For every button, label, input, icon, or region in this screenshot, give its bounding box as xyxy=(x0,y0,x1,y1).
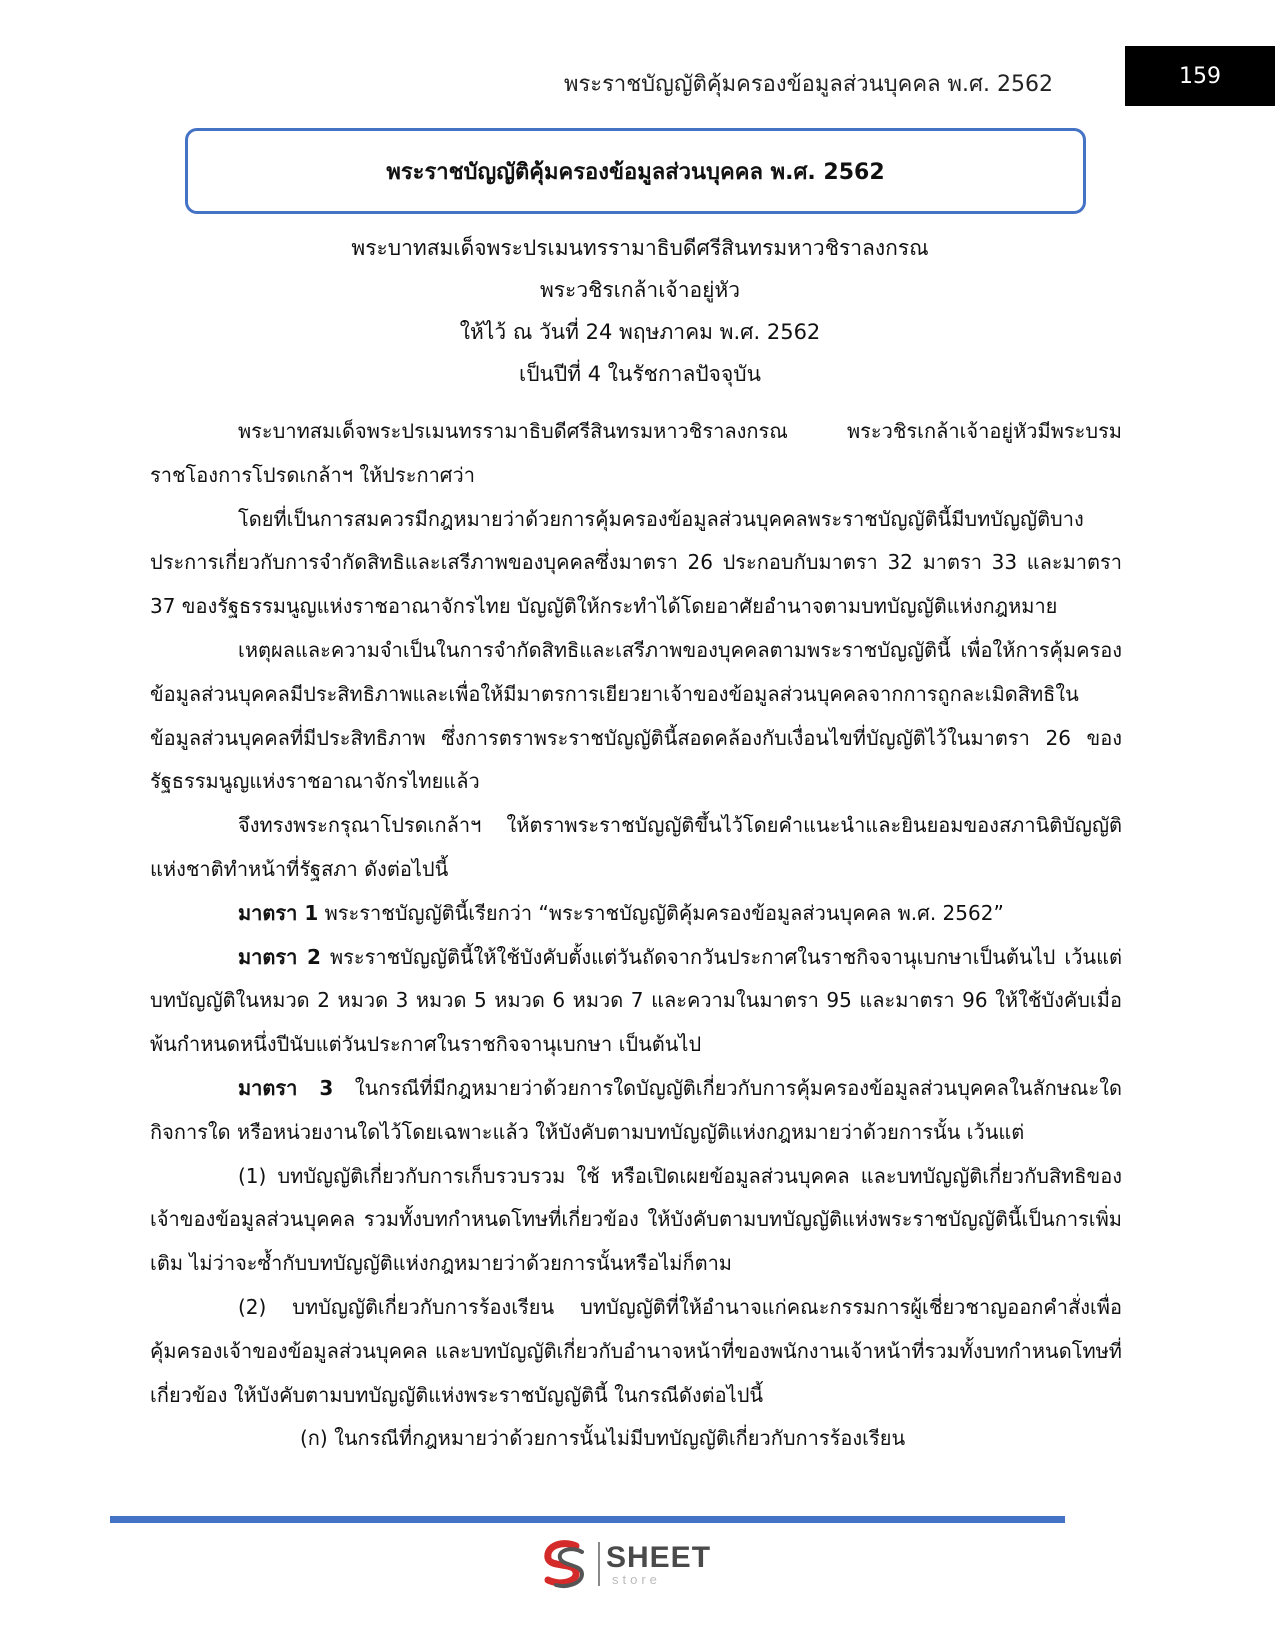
section-1-label: มาตรา 1 xyxy=(238,900,319,925)
logo-wordmark xyxy=(606,1540,712,1587)
document-title: พระราชบัญญัติคุ้มครองข้อมูลส่วนบุคคล พ.ศ. 2562 xyxy=(386,159,885,185)
footer-rule xyxy=(110,1516,1065,1523)
logo-sheet-text: SHEET xyxy=(606,1540,712,1574)
page-number-box xyxy=(1125,46,1275,106)
document-body xyxy=(150,410,1122,1461)
royal-name-line: พระบาทสมเด็จพระปรเมนทรรามาธิบดีศรีสินทรมหาวชิราลงกรณ xyxy=(351,236,929,260)
given-date-line: ให้ไว้ ณ วันที่ 24 พฤษภาคม พ.ศ. 2562 xyxy=(459,320,821,344)
royal-title-line: พระวชิรเกล้าเจ้าอยู่หัว xyxy=(539,278,741,302)
subclause-a: (ก) ในกรณีที่กฎหมายว่าด้วยการนั้นไม่มีบทบัญญัติเกี่ยวกับการร้องเรียน xyxy=(300,1426,906,1451)
logo-separator xyxy=(598,1542,600,1586)
running-header-title: พระราชบัญญัติคุ้มครองข้อมูลส่วนบุคคล พ.ศ. 2562 xyxy=(563,72,1053,97)
section-2-label: มาตรา 2 xyxy=(238,944,321,969)
clause-2: (2) บทบัญญัติเกี่ยวกับการร้องเรียน บทบัญญัติที่ให้อำนาจแก่คณะกรรมการผู้เชี่ยวชาญออกคำสั่งเพื่อคุ้มครองเจ้าของข้อมูลส่วนบุคคล และบทบัญญัติเกี่ยวกับอำนาจหน้าที่ของพนักงานเจ้าหน้าที่รวมทั้งบทกำหนดโทษที่เกี่ยวข้อง ให้บังคับตามบทบัญญัติแห่งพระราชบัญญัตินี้ ในกรณีดังต่อไปนี้ xyxy=(150,1294,1122,1407)
paragraph-reasons: เหตุผลและความจำเป็นในการจำกัดสิทธิและเสรีภาพของบุคคลตามพระราชบัญญัตินี้ เพื่อให้การคุ้มครองข้อมูลส่วนบุคคลมีประสิทธิภาพและเพื่อให้มีมาตรการเยียวยาเจ้าของข้อมูลส่วนบุคคลจากการถูกละเมิดสิทธิในข้อมูลส่วนบุคคลที่มีประสิทธิภาพ ซึ่งการตราพระราชบัญญัตินี้สอดคล้องกับเงื่อนไขที่บัญญัติไว้ในมาตรา 26 ของรัฐธรรมนูญแห่งราชอาณาจักรไทยแล้ว xyxy=(150,637,1122,794)
paragraph-enactment: จึงทรงพระกรุณาโปรดเกล้าฯ ให้ตราพระราชบัญญัติขึ้นไว้โดยคำแนะนำและยินยอมของสภานิติบัญญัติแห่งชาติทำหน้าที่รัฐสภา ดังต่อไปนี้ xyxy=(150,813,1122,881)
paragraph-whereas: โดยที่เป็นการสมควรมีกฎหมายว่าด้วยการคุ้มครองข้อมูลส่วนบุคคลพระราชบัญญัตินี้มีบทบัญญัติบางประการเกี่ยวกับการจำกัดสิทธิและเสรีภาพของบุคคลซึ่งมาตรา 26 ประกอบกับมาตรา 32 มาตรา 33 และมาตรา 37 ของรัฐธรรมนูญแห่งราชอาณาจักรไทย บัญญัติให้กระทำได้โดยอาศัยอำนาจตามบทบัญญัติแห่งกฎหมาย xyxy=(150,506,1122,619)
paragraph-proclamation: พระบาทสมเด็จพระปรเมนทรรามาธิบดีศรีสินทรมหาวชิราลงกรณ พระวชิรเกล้าเจ้าอยู่หัวมีพระบรมราชโองการโปรดเกล้าฯ ให้ประกาศว่า xyxy=(150,419,1122,487)
section-3-label: มาตรา 3 xyxy=(238,1075,334,1100)
document-title-box xyxy=(185,128,1086,214)
page-number: 159 xyxy=(1179,63,1221,89)
clause-1: (1) บทบัญญัติเกี่ยวกับการเก็บรวบรวม ใช้ หรือเปิดเผยข้อมูลส่วนบุคคล และบทบัญญัติเกี่ยวกับสิทธิของเจ้าของข้อมูลส่วนบุคคล รวมทั้งบทกำหนดโทษที่เกี่ยวข้อง ให้บังคับตามบทบัญญัติแห่งพระราชบัญญัตินี้เป็นการเพิ่มเติม ไม่ว่าจะซ้ำกับบทบัญญัติแห่งกฎหมายว่าด้วยการนั้นหรือไม่ก็ตาม xyxy=(150,1163,1122,1276)
sheet-logo-icon xyxy=(538,1538,590,1590)
section-3: มาตรา 3 ในกรณีที่มีกฎหมายว่าด้วยการใดบัญญัติเกี่ยวกับการคุ้มครองข้อมูลส่วนบุคคลในลักษณะใดกิจการใด หรือหน่วยงานใดไว้โดยเฉพาะแล้ว ให้บังคับตามบทบัญญัติแห่งกฎหมายว่าด้วยการนั้น เว้นแต่ xyxy=(150,1075,1122,1144)
sheet-store-logo xyxy=(538,1538,711,1590)
section-1: มาตรา 1 พระราชบัญญัตินี้เรียกว่า “พระราชบัญญัติคุ้มครองข้อมูลส่วนบุคคล พ.ศ. 2562” xyxy=(238,900,1004,925)
reign-year-line: เป็นปีที่ 4 ในรัชกาลปัจจุบัน xyxy=(519,362,761,386)
section-2: มาตรา 2 พระราชบัญญัตินี้ให้ใช้บังคับตั้งแต่วันถัดจากวันประกาศในราชกิจจานุเบกษาเป็นต้นไป เว้นแต่บทบัญญัติในหมวด 2 หมวด 3 หมวด 5 หมวด 6 หมวด 7 และความในมาตรา 95 และมาตรา 96 ให้ใช้บังคับเมื่อพ้นกำหนดหนึ่งปีนับแต่วันประกาศในราชกิจจานุเบกษา เป็นต้นไป xyxy=(150,944,1122,1057)
logo-store-text: store xyxy=(612,1571,661,1587)
